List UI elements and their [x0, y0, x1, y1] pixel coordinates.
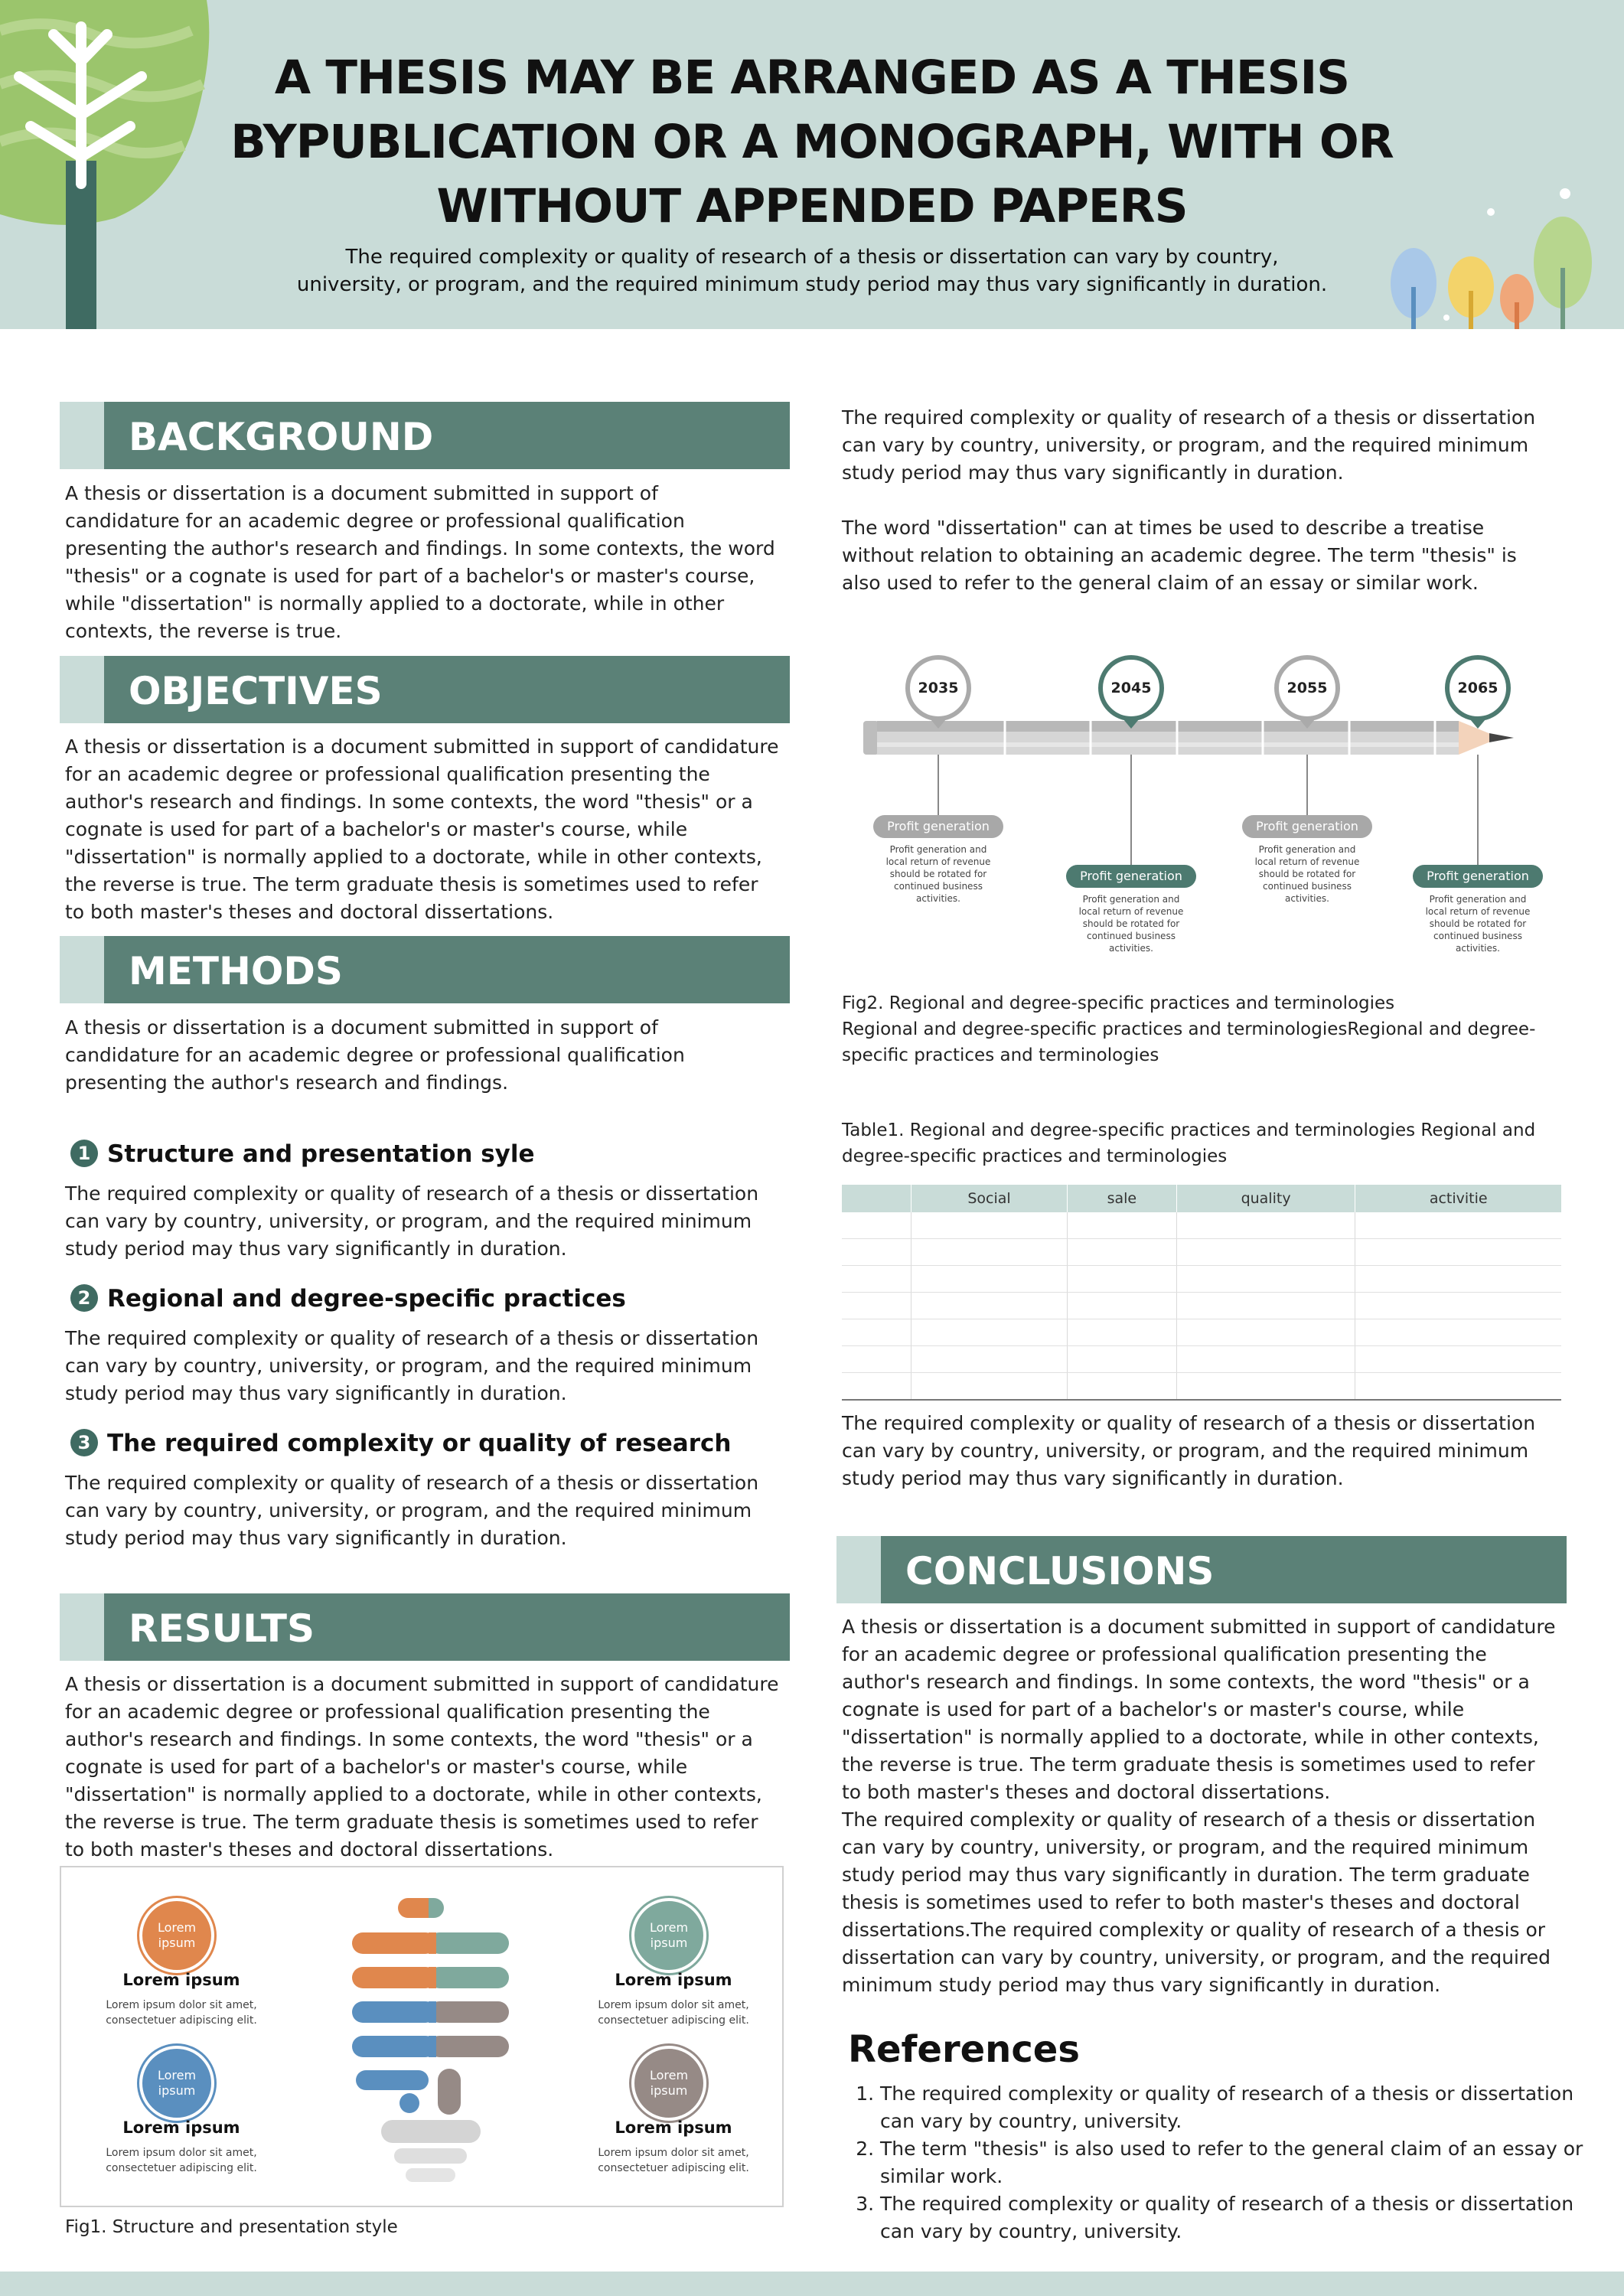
- methods-heading: [60, 936, 790, 1003]
- figure-1: [60, 1866, 784, 2207]
- poster-title: A THESIS MAY BE ARRANGED AS A THESIS BYPUBLICATION OR A MONOGRAPH, WITH OR WITHOUT APPENDED PAPERS: [230, 51, 1394, 233]
- fig1-circle-2: [139, 2046, 214, 2121]
- table-row: [842, 1319, 1561, 1346]
- fig1-circle-label: Lorem ipsum: [157, 1920, 197, 1950]
- background-heading-label: BACKGROUND: [129, 415, 434, 459]
- fig1-circle-4: [631, 2046, 706, 2121]
- table1-caption: Table1. Regional and degree-specific practices and terminologies Regional and degree-specific practices and terminologies: [842, 1120, 1536, 1166]
- section-tab: [60, 656, 104, 723]
- table-header-cell: activitie: [1355, 1185, 1561, 1212]
- table1-after-text: The required complexity or quality of research of a thesis or dissertation can vary by country, university, or program, and the required minimum study period may thus vary significantly in duration.: [842, 1412, 1536, 1489]
- conclusions-heading-label: CONCLUSIONS: [905, 1549, 1215, 1593]
- objectives-heading-label: OBJECTIVES: [129, 669, 383, 713]
- footer-bar: [0, 2272, 1624, 2296]
- fig1-circle-label: Lorem ipsum: [649, 1920, 689, 1950]
- fig1-item-2-title: Lorem ipsum: [122, 2118, 240, 2137]
- timeline-desc-3: Profit generation and local return of revenue should be rotated for continued business activities.: [1254, 844, 1360, 904]
- section-tab: [60, 1593, 104, 1661]
- table-row: [842, 1239, 1561, 1266]
- number-badge: 3: [70, 1429, 98, 1456]
- timeline-desc-4: Profit generation and local return of revenue should be rotated for continued business activities.: [1425, 894, 1531, 954]
- references-heading: References: [848, 2028, 1080, 2071]
- fig2-caption-title: Fig2. Regional and degree-specific practices and terminologies: [842, 993, 1395, 1013]
- timeline-label-3: Profit generation: [1242, 815, 1372, 838]
- fig1-item-1-title: Lorem ipsum: [122, 1971, 240, 1989]
- timeline-marker-3: 2055: [1274, 655, 1340, 721]
- method-item-2-label: Regional and degree-specific practices: [107, 1285, 626, 1313]
- fig1-item-4-desc: Lorem ipsum dolor sit amet, consectetuer adipiscing elit.: [598, 2147, 749, 2174]
- timeline-marker-4: 2065: [1445, 655, 1511, 721]
- small-trees-icon: [1378, 172, 1607, 329]
- method-item-1-label: Structure and presentation syle: [107, 1140, 535, 1168]
- conclusions-paragraph-1: A thesis or dissertation is a document submitted in support of candidature for an academic degree or professional qualification presenting the author's research and findings. In some contexts, the word "thesis" or a cognate is used for part of a bachelor's or master's course, while "dissertation" is normally applied to a doctorate, while in other contexts, the reverse is true. The term graduate thesis is sometimes used to refer to both master's theses and doctoral dissertations.: [842, 1616, 1556, 1803]
- reference-item: 1. The required complexity or quality of research of a thesis or dissertation can vary by country, university.: [880, 2080, 1584, 2135]
- fig1-item-4-title: Lorem ipsum: [615, 2118, 732, 2137]
- method-item-3-text: The required complexity or quality of research of a thesis or dissertation can vary by country, university, or program, and the required minimum study period may thus vary significantly in duration.: [65, 1472, 759, 1549]
- conclusions-heading: [836, 1536, 1567, 1603]
- timeline-desc-1: Profit generation and local return of revenue should be rotated for continued business activities.: [885, 844, 991, 904]
- results-heading: [60, 1593, 790, 1661]
- fig1-circle-1: [139, 1898, 214, 1973]
- fig1-caption: Fig1. Structure and presentation style: [65, 2217, 398, 2237]
- fig1-circle-label: Lorem ipsum: [157, 2068, 197, 2098]
- poster-header: [0, 0, 1624, 329]
- background-heading: [60, 402, 790, 469]
- timeline-figure: [857, 643, 1546, 964]
- fig1-item-1-desc: Lorem ipsum dolor sit amet, consectetuer adipiscing elit.: [106, 1999, 257, 2027]
- data-table: [842, 1185, 1561, 1401]
- methods-heading-label: METHODS: [129, 949, 343, 993]
- background-text: A thesis or dissertation is a document submitted in support of candidature for an academic degree or professional qualification presenting the author's research and findings. In some contexts, the word "thesis" or a cognate is used for part of a bachelor's or master's course, while "dissertation" is normally applied to a doctorate, while in other contexts, the reverse is true.: [65, 482, 775, 642]
- objectives-text: A thesis or dissertation is a document submitted in support of candidature for an academic degree or professional qualification presenting the author's research and findings. In some contexts, the word "thesis" or a cognate is used for part of a bachelor's or master's course, while "dissertation" is normally applied to a doctorate, while in other contexts, the reverse is true. The term graduate thesis is sometimes used to refer to both master's theses and doctoral dissertations.: [65, 735, 779, 923]
- table-header-cell: Social: [911, 1185, 1068, 1212]
- method-item-1-title: [70, 1139, 535, 1169]
- table-row: [842, 1346, 1561, 1373]
- conclusions-paragraph-2: The required complexity or quality of research of a thesis or dissertation can vary by country, university, or program, and the required minimum study period may thus vary significantly in duration. The term graduate thesis is sometimes used to refer to both master's theses and doctoral dissertations.The required complexity or quality of research of a thesis or dissertation can vary by country, university, or program, and the required minimum study period may thus vary significantly in duration.: [842, 1808, 1551, 1996]
- fig2-caption: [842, 990, 1554, 1068]
- table-header-cell: [842, 1185, 911, 1212]
- number-badge: 2: [70, 1284, 98, 1312]
- table-header-row: [842, 1185, 1561, 1212]
- table-header-cell: sale: [1067, 1185, 1176, 1212]
- results-text: A thesis or dissertation is a document submitted in support of candidature for an academic degree or professional qualification presenting the author's research and findings. In some contexts, the word "thesis" or a cognate is used for part of a bachelor's or master's course, while "dissertation" is normally applied to a doctorate, while in other contexts, the reverse is true. The term graduate thesis is sometimes used to refer to both master's theses and doctoral dissertations.: [65, 1673, 779, 1861]
- fig1-item-3-title: Lorem ipsum: [615, 1971, 732, 1989]
- fig1-circle-3: [631, 1898, 706, 1973]
- reference-item: 3. The required complexity or quality of research of a thesis or dissertation can vary by country, university.: [880, 2190, 1584, 2245]
- method-item-2-title: [70, 1283, 626, 1314]
- tree-illustration-icon: [0, 0, 222, 329]
- references-list: [850, 2080, 1584, 2245]
- fig1-item-3-desc: Lorem ipsum dolor sit amet, consectetuer adipiscing elit.: [598, 1999, 749, 2027]
- section-tab: [60, 402, 104, 469]
- table-row: [842, 1266, 1561, 1293]
- fig1-circle-label: Lorem ipsum: [649, 2068, 689, 2098]
- timeline-marker-1: 2035: [905, 655, 971, 721]
- method-item-1-text: The required complexity or quality of research of a thesis or dissertation can vary by country, university, or program, and the required minimum study period may thus vary significantly in duration.: [65, 1182, 759, 1260]
- methods-text: A thesis or dissertation is a document submitted in support of candidature for an academic degree or professional qualification presenting the author's research and findings.: [65, 1016, 685, 1094]
- table-header-cell: quality: [1176, 1185, 1355, 1212]
- table-row: [842, 1293, 1561, 1319]
- table-row: [842, 1212, 1561, 1239]
- number-badge: 1: [70, 1140, 98, 1167]
- intro-paragraph-2: The word "dissertation" can at times be used to describe a treatise without relation to obtaining an academic degree. The term "thesis" is also used to refer to the general claim of an essay or similar work.: [842, 517, 1517, 594]
- method-item-2-text: The required complexity or quality of research of a thesis or dissertation can vary by country, university, or program, and the required minimum study period may thus vary significantly in duration.: [65, 1327, 759, 1404]
- fig1-item-2-desc: Lorem ipsum dolor sit amet, consectetuer adipiscing elit.: [106, 2147, 257, 2174]
- fig2-caption-text: Regional and degree-specific practices and terminologiesRegional and degree-specific practices and terminologies: [842, 1019, 1536, 1065]
- reference-item: 2. The term "thesis" is also used to refer to the general claim of an essay or similar work.: [880, 2135, 1584, 2190]
- timeline-label-4: Profit generation: [1413, 865, 1543, 888]
- section-tab: [836, 1536, 881, 1603]
- timeline-label-2: Profit generation: [1066, 865, 1196, 888]
- method-item-3-title: [70, 1428, 731, 1459]
- section-tab: [60, 936, 104, 1003]
- results-heading-label: RESULTS: [129, 1606, 315, 1651]
- timeline-desc-2: Profit generation and local return of revenue should be rotated for continued business activities.: [1078, 894, 1184, 954]
- timeline-marker-2: 2045: [1098, 655, 1164, 721]
- objectives-heading: [60, 656, 790, 723]
- table-row: [842, 1373, 1561, 1401]
- lightbulb-stack-icon: [352, 1894, 513, 2189]
- method-item-3-label: The required complexity or quality of research: [107, 1430, 732, 1457]
- conclusions-text: [842, 1613, 1557, 1999]
- timeline-label-1: Profit generation: [873, 815, 1003, 838]
- poster-subtitle: The required complexity or quality of research of a thesis or dissertation can vary by country, university, or program, and the required minimum study period may thus vary significantly in duration.: [296, 246, 1328, 296]
- intro-paragraph-1: The required complexity or quality of research of a thesis or dissertation can vary by country, university, or program, and the required minimum study period may thus vary significantly in duration.: [842, 406, 1536, 484]
